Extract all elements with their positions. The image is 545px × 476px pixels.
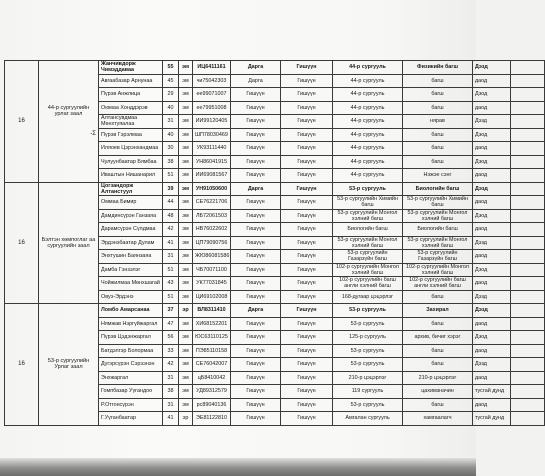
member-register: ИИ69081567 [193, 169, 231, 183]
member-status: Гишүүн [281, 344, 333, 358]
member-age: 51 [163, 263, 179, 277]
member-name: Энхтушин Баянзаяа [99, 250, 163, 264]
member-position: 102-р сургуулийн багш англи хэлний багш [403, 277, 473, 291]
member-extra [511, 331, 545, 345]
member-name: Пүрэв Гэрэлмаа [99, 128, 163, 142]
member-role: Дарга [231, 304, 281, 318]
member-age: 48 [163, 209, 179, 223]
member-status: Гишүүн [281, 317, 333, 331]
member-status: Гишүүн [281, 277, 333, 291]
member-workplace: 119 сургууль [333, 385, 403, 399]
member-name: Авгаабазар Арнунаа [99, 74, 163, 88]
member-register: ИИ99120405 [193, 115, 231, 129]
precinct-hall-label: 44-р сургуулийн урлаг заал [47, 105, 90, 118]
member-sex: эм [179, 290, 193, 304]
member-status: Гишүүн [281, 250, 333, 264]
member-age: 30 [163, 142, 179, 156]
member-role: Дарга [231, 61, 281, 75]
member-register: рс89040136 [193, 398, 231, 412]
member-register: ЦП79090756 [193, 236, 231, 250]
member-extra [511, 236, 545, 250]
member-sex: эм [179, 358, 193, 372]
member-education: Дэзд [473, 236, 511, 250]
member-workplace: 44-р сургууль [333, 101, 403, 115]
member-role: Гишүүн [231, 331, 281, 345]
member-position: багш [403, 317, 473, 331]
member-position: Захирал [403, 304, 473, 318]
member-education: даод [473, 317, 511, 331]
member-register: УК93111440 [193, 142, 231, 156]
member-name: Алтансувдмаа Мөнхтуяалаа [99, 115, 163, 129]
member-age: 29 [163, 88, 179, 102]
member-status: Гишүүн [281, 304, 333, 318]
member-position: нярав [403, 115, 473, 129]
member-name: Пүрэв Цэдэнжаргал [99, 331, 163, 345]
member-role: Гишүүн [231, 101, 281, 115]
member-age: 40 [163, 101, 179, 115]
member-role: Гишүүн [231, 236, 281, 250]
member-education: даод [473, 371, 511, 385]
member-name: Пүрэв Анжлица [99, 88, 163, 102]
member-education: Дзод [473, 209, 511, 223]
member-age: 56 [163, 331, 179, 345]
member-role: Гишүүн [231, 142, 281, 156]
member-extra [511, 209, 545, 223]
member-role: Гишүүн [231, 128, 281, 142]
member-extra [511, 304, 545, 318]
member-extra [511, 277, 545, 291]
member-extra [511, 74, 545, 88]
member-workplace: 53-р сургуулийн Газарзүйн багш [333, 250, 403, 264]
member-education: даод [473, 344, 511, 358]
member-education: Дзод [473, 128, 511, 142]
member-extra [511, 155, 545, 169]
member-education: даод [473, 223, 511, 237]
member-extra [511, 412, 545, 426]
member-education: Дэзд [473, 182, 511, 196]
member-education: Дэзд [473, 290, 511, 304]
member-workplace: 53-р сургууль [333, 317, 403, 331]
member-age: 33 [163, 344, 179, 358]
member-education: даод [473, 250, 511, 264]
member-extra [511, 398, 545, 412]
member-register: НВ76022602 [193, 223, 231, 237]
member-name: Иваштын Нишанарил [99, 169, 163, 183]
member-role: Гишүүн [231, 317, 281, 331]
member-age: 44 [163, 196, 179, 210]
member-position: багш [403, 128, 473, 142]
member-sex: эм [179, 263, 193, 277]
member-name: Гомпбазар Уүгандоо [99, 385, 163, 399]
member-sex: эм [179, 385, 193, 399]
member-status: Гишүүн [281, 74, 333, 88]
member-name: Иляоев Цэрэнхандмаа [99, 142, 163, 156]
member-role: Гишүүн [231, 385, 281, 399]
member-workplace: 210-р цэцэрлэг [333, 371, 403, 385]
member-register: ШП78030469 [193, 128, 231, 142]
member-workplace: 168-дугаар цэцэрлэг [333, 290, 403, 304]
member-status: Гишүүн [281, 209, 333, 223]
member-name: Энхжаргал [99, 371, 163, 385]
member-name: Дүгэрсүрэн Сэрээнэн [99, 358, 163, 372]
member-workplace: 53-р сургуулийн Монгол хэлний багш [333, 236, 403, 250]
member-position: багш [403, 142, 473, 156]
member-sex: эм [179, 101, 193, 115]
member-age: 51 [163, 290, 179, 304]
precinct-hall-label: 53-р сургуулийн Урлаг заал [47, 358, 90, 371]
member-name: Ломбо Амарсанаа [99, 304, 163, 318]
precinct-hall [39, 182, 99, 304]
member-sex: эм [179, 74, 193, 88]
member-status: Гишүүн [281, 88, 333, 102]
precinct-hall [39, 304, 99, 426]
member-sex: эм [179, 115, 193, 129]
member-name: Батдэлгэр Болормаа [99, 344, 163, 358]
member-register: ее99071007 [193, 88, 231, 102]
member-position: Физикийн багш [403, 61, 473, 75]
member-sex: эм [179, 236, 193, 250]
member-status: Гишүүн [281, 169, 333, 183]
member-role: Гишүүн [231, 155, 281, 169]
member-sex: эм [179, 223, 193, 237]
member-education: тусгай дунд [473, 412, 511, 426]
member-status: Гишүүн [281, 263, 333, 277]
member-role: Гишүүн [231, 196, 281, 210]
member-register: цБ8410042 [193, 371, 231, 385]
member-sex: эм [179, 61, 193, 75]
member-register: ХИ68152201 [193, 317, 231, 331]
member-role: Гишүүн [231, 398, 281, 412]
member-sex: эм [179, 142, 193, 156]
member-register: ВЛ8311410 [193, 304, 231, 318]
member-age: 31 [163, 250, 179, 264]
member-status: Гишүүн [281, 128, 333, 142]
member-position: 210-р цэцэрлэг [403, 371, 473, 385]
member-sex: эм [179, 317, 193, 331]
member-extra [511, 223, 545, 237]
member-age: 39 [163, 182, 179, 196]
member-sex: эм [179, 277, 193, 291]
member-status: Гишүүн [281, 358, 333, 372]
member-status: Гишүүн [281, 155, 333, 169]
member-name: Дамба Гэнзэлэг [99, 263, 163, 277]
member-extra [511, 115, 545, 129]
member-education: Дэзд [473, 115, 511, 129]
member-register: ЖЮ86081586 [193, 250, 231, 264]
member-position: багш [403, 358, 473, 372]
member-workplace: 53-р сургуулийн Монгол хэлний багш [333, 209, 403, 223]
member-status: Гишүүн [281, 331, 333, 345]
member-age: 42 [163, 223, 179, 237]
member-workplace: 44-р сургууль [333, 142, 403, 156]
member-extra [511, 344, 545, 358]
member-sex: эм [179, 88, 193, 102]
member-age: 51 [163, 169, 179, 183]
member-position: багш [403, 74, 473, 88]
member-workplace: 44-р сургууль [333, 169, 403, 183]
member-position: багш [403, 101, 473, 115]
member-workplace: 44-р сургууль [333, 88, 403, 102]
member-extra [511, 290, 545, 304]
member-status: Гишүүн [281, 398, 333, 412]
member-extra [511, 88, 545, 102]
member-register: ЦИ69102008 [193, 290, 231, 304]
precinct-hall [39, 61, 99, 183]
member-extra [511, 101, 545, 115]
member-extra [511, 371, 545, 385]
member-register: УК77031845 [193, 277, 231, 291]
precinct-hall-label: Бэлтэн хөмпоглаг аа сургуулийн заал [41, 236, 96, 249]
member-role: Гишүүн [231, 263, 281, 277]
member-education: даод [473, 169, 511, 183]
member-name: Нямжав Нэргүйжаргал [99, 317, 163, 331]
member-education: даод [473, 74, 511, 88]
precinct-number: 16 [5, 304, 39, 426]
member-age: 47 [163, 317, 179, 331]
member-name: Дарамсүрэн Сүлдмаа [99, 223, 163, 237]
member-name: Г.Уүганбаатар [99, 412, 163, 426]
member-name: Чулуунбаатар Бямбаа [99, 155, 163, 169]
member-extra [511, 263, 545, 277]
member-workplace: 44-р сургууль [333, 115, 403, 129]
member-register: ЧБ70071100 [193, 263, 231, 277]
member-position: багш [403, 290, 473, 304]
member-register: ИЦ6411161 [193, 61, 231, 75]
member-age: 42 [163, 358, 179, 372]
member-age: 31 [163, 115, 179, 129]
table-row [5, 61, 545, 75]
member-workplace: 44-р сургууль [333, 155, 403, 169]
member-position: Нэжэе сэнг [403, 169, 473, 183]
member-position: архив, бичиг хэрэг [403, 331, 473, 345]
member-name: Жанчивдорж Чимэддаваа [99, 61, 163, 75]
member-workplace: 53-р сургууль [333, 398, 403, 412]
member-extra [511, 358, 545, 372]
member-workplace: Биологийн багш [333, 223, 403, 237]
member-role: Гишүүн [231, 250, 281, 264]
member-age: 38 [163, 155, 179, 169]
member-role: Гишүүн [231, 209, 281, 223]
commission-members-table [4, 60, 545, 426]
member-register: УН86041915 [193, 155, 231, 169]
member-workplace: 44-р сургууль [333, 74, 403, 88]
member-status: Гишүүн [281, 142, 333, 156]
member-role: Дарга [231, 182, 281, 196]
member-age: 37 [163, 304, 179, 318]
member-role: Гишүүн [231, 169, 281, 183]
member-role: Гишүүн [231, 371, 281, 385]
member-position: 53-р сургуулийн Монгол хэлний багш [403, 209, 473, 223]
member-age: 43 [163, 277, 179, 291]
member-register: СЕ76042007 [193, 358, 231, 372]
member-workplace: 102-р сургуулийн багш англи хэлний багш [333, 277, 403, 291]
member-name: Оюмаа Хонддэрэв [99, 101, 163, 115]
member-sex: эм [179, 128, 193, 142]
member-register: УД89312579 [193, 385, 231, 399]
member-status: Гишүүн [281, 371, 333, 385]
member-workplace: 53-р сургууль [333, 344, 403, 358]
member-age: 45 [163, 74, 179, 88]
member-education: Дэзд [473, 358, 511, 372]
member-sex: эм [179, 344, 193, 358]
member-position: цахимзначин [403, 385, 473, 399]
member-register: ЭЕ81122810 [193, 412, 231, 426]
member-education: даод [473, 142, 511, 156]
member-education: Дзод [473, 155, 511, 169]
member-sex: эм [179, 331, 193, 345]
member-workplace: 53-р сургууль [333, 304, 403, 318]
precinct-number: 16 [5, 182, 39, 304]
member-role: Гишүүн [231, 115, 281, 129]
member-sex: эм [179, 196, 193, 210]
member-position: 53-р сургуулийн Газарзүйн багш [403, 250, 473, 264]
member-position: 102-р сургуулийн Монгол хэлний багш [403, 263, 473, 277]
member-education: даод [473, 196, 511, 210]
member-register: ЛБ72061503 [193, 209, 231, 223]
member-extra [511, 250, 545, 264]
member-education: Дэзд [473, 61, 511, 75]
member-status: Гишүүн [281, 101, 333, 115]
member-workplace: 53-р сургуулийн Химийн багш [333, 196, 403, 210]
member-name: Дамдинсүрэн Ганзаяа [99, 209, 163, 223]
member-extra [511, 182, 545, 196]
member-position: багш [403, 398, 473, 412]
member-extra [511, 142, 545, 156]
member-sex: эм [179, 182, 193, 196]
member-register: чи75042303 [193, 74, 231, 88]
member-education: Дзод [473, 88, 511, 102]
member-role: Гишүүн [231, 344, 281, 358]
member-name: Оммаа Бимир [99, 196, 163, 210]
member-workplace: 44-р сургууль [333, 61, 403, 75]
member-role: Гишүүн [231, 277, 281, 291]
member-name: Р.Отгонсүрэн [99, 398, 163, 412]
member-sex: эм [179, 398, 193, 412]
member-sex: эм [179, 250, 193, 264]
member-status: Гишүүн [281, 412, 333, 426]
member-status: Гишүүн [281, 236, 333, 250]
member-status: Гишүүн [281, 61, 333, 75]
member-position: Биологийн багш [403, 223, 473, 237]
member-role: Дарга [231, 74, 281, 88]
member-age: 55 [163, 61, 179, 75]
member-register: СЕ76221706 [193, 196, 231, 210]
member-workplace: Амгалан сургууль [333, 412, 403, 426]
member-sex: эм [179, 371, 193, 385]
table-body [5, 61, 545, 426]
member-workplace: 125-р сургууль [333, 331, 403, 345]
member-extra [511, 61, 545, 75]
member-register: ЮС63110125 [193, 331, 231, 345]
precinct-number: 16 [5, 61, 39, 183]
table-row [5, 304, 545, 318]
member-extra [511, 385, 545, 399]
member-name: Чойжилмаа Мөнхшагай [99, 277, 163, 291]
member-role: Гишүүн [231, 223, 281, 237]
member-status: Гишүүн [281, 115, 333, 129]
member-extra [511, 317, 545, 331]
member-status: Гишүүн [281, 223, 333, 237]
member-register: ее79951008 [193, 101, 231, 115]
member-sex: эм [179, 209, 193, 223]
member-role: Гишүүн [231, 412, 281, 426]
member-position: 53-р сургуулийн Химийн багш [403, 196, 473, 210]
member-role: Гишүүн [231, 88, 281, 102]
member-sex: эм [179, 155, 193, 169]
member-age: 31 [163, 371, 179, 385]
member-age: 31 [163, 398, 179, 412]
member-status: Гишүүн [281, 182, 333, 196]
member-register: УН91050600 [193, 182, 231, 196]
member-education: даод [473, 277, 511, 291]
member-workplace: 53-р сургууль [333, 182, 403, 196]
member-education: Дэзд [473, 304, 511, 318]
member-education: Дзод [473, 263, 511, 277]
member-position: 53-р сургуулийн Монгол хэлний багш [403, 236, 473, 250]
member-role: Гишүүн [231, 358, 281, 372]
member-education: тусгай дунд [473, 385, 511, 399]
member-register: ПЭ85110158 [193, 344, 231, 358]
member-extra [511, 196, 545, 210]
member-position: Биологийн багш [403, 182, 473, 196]
member-age: 40 [163, 128, 179, 142]
member-extra [511, 128, 545, 142]
member-name: Овуэ-Эрдэнэ [99, 290, 163, 304]
member-education: даод [473, 101, 511, 115]
member-workplace: 102-р сургуулийн Монгол хэлний багш [333, 263, 403, 277]
member-role: Гишүүн [231, 290, 281, 304]
member-name: Цогзандорж Алтанстуул [99, 182, 163, 196]
member-education: даод [473, 398, 511, 412]
member-extra [511, 169, 545, 183]
member-status: Гишүүн [281, 196, 333, 210]
member-position: багш [403, 344, 473, 358]
member-workplace: 44-р сургууль [333, 128, 403, 142]
member-sex: эр [179, 412, 193, 426]
member-position: хамгаалагч [403, 412, 473, 426]
member-status: Гишүүн [281, 385, 333, 399]
member-age: 41 [163, 412, 179, 426]
member-position: багш [403, 88, 473, 102]
handwritten-mark: -Σ [90, 131, 96, 138]
member-workplace: 53-р сургууль [333, 358, 403, 372]
member-sex: эм [179, 169, 193, 183]
table-row [5, 182, 545, 196]
member-age: 41 [163, 236, 179, 250]
member-age: 38 [163, 385, 179, 399]
member-name: Эрдэнэбаатар Дулам [99, 236, 163, 250]
scan-edge-shadow [0, 458, 476, 476]
member-status: Гишүүн [281, 290, 333, 304]
member-position: багш [403, 155, 473, 169]
member-sex: эр [179, 304, 193, 318]
member-education: Дзод [473, 331, 511, 345]
